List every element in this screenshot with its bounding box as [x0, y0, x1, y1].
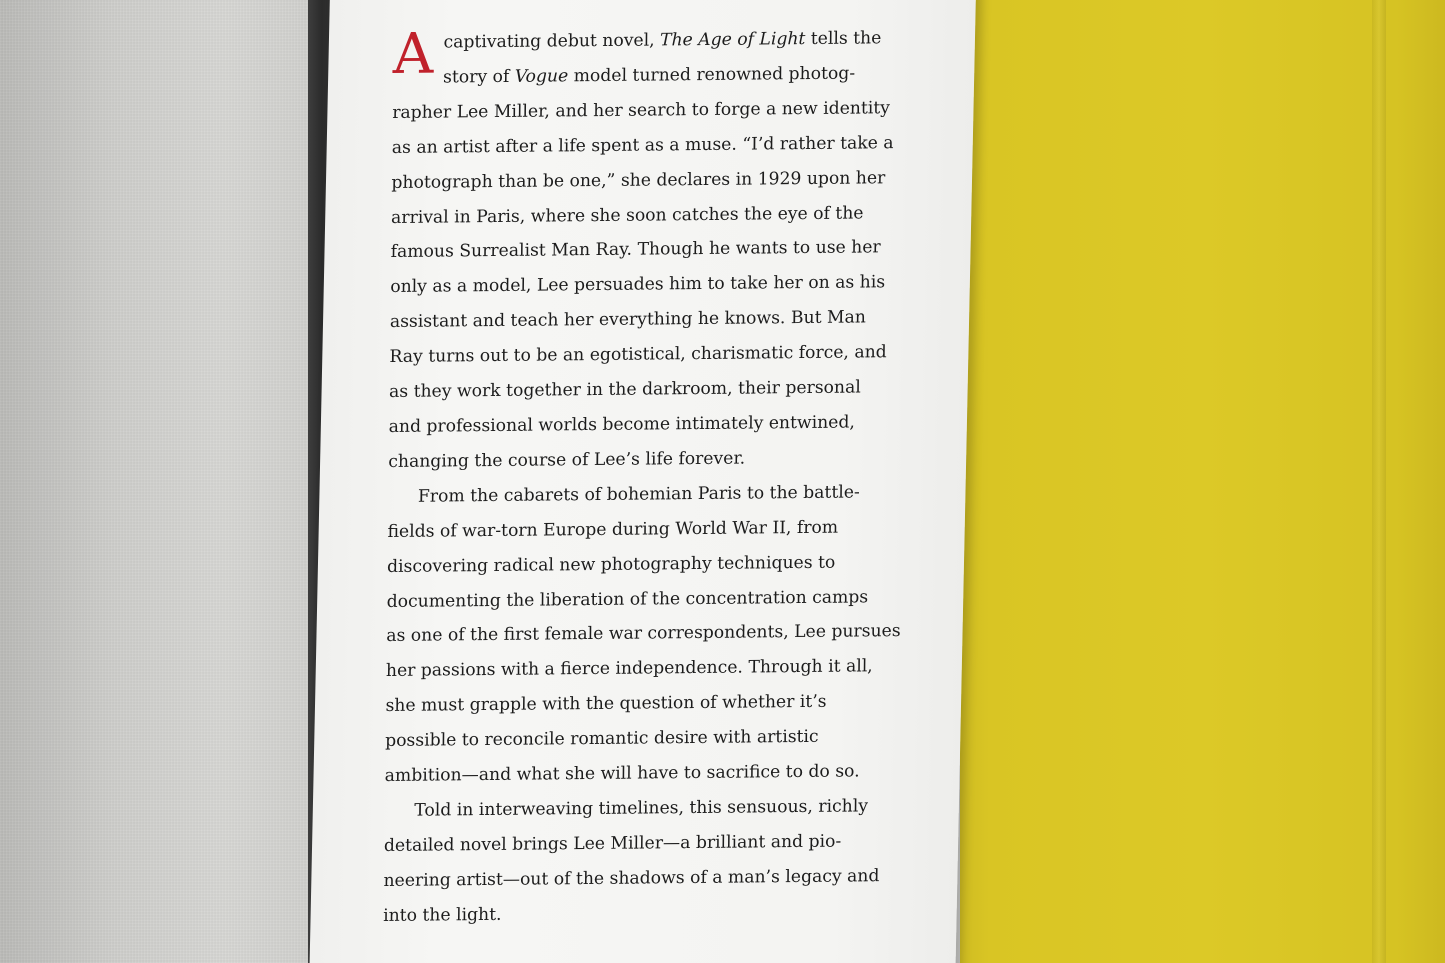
paragraph-3	[383, 789, 925, 934]
text-line: neering artist—out of the shadows of a man’s legacy and	[383, 865, 880, 891]
text-line: captivating debut novel, The Age of Light tells the	[443, 28, 882, 53]
text-line: famous Surrealist Man Ray. Though he wants to use her	[390, 237, 881, 263]
text-line: documenting the liberation of the concentration camps	[386, 586, 869, 612]
text-line: her passions with a fierce independence. Through it all,	[385, 656, 873, 682]
grey-book-cover	[0, 0, 322, 963]
text-line: as they work together in the darkroom, their personal	[388, 377, 861, 403]
text-line: into the light.	[383, 904, 502, 926]
text-line: From the cabarets of bohemian Paris to the battle-	[417, 482, 860, 507]
text-line: story of Vogue model turned renowned photog-	[443, 63, 856, 88]
text-line: and professional worlds become intimately entwined,	[388, 412, 856, 437]
text-line: changing the course of Lee’s life forever.	[388, 448, 746, 472]
text-line: arrival in Paris, where she soon catches the eye of the	[390, 202, 864, 228]
text-line: only as a model, Lee persuades him to take her on as his	[390, 272, 886, 298]
text-line: detailed novel brings Lee Miller—a brilliant and pio-	[383, 831, 842, 856]
yellow-cover-edge	[1372, 0, 1386, 963]
text-line: photograph than be one,” she declares in 1929 upon her	[391, 167, 886, 193]
text-line: discovering radical new photography techniques to	[386, 552, 836, 577]
paragraph-2	[385, 475, 929, 794]
text-line: Ray turns out to be an egotistical, charismatic force, and	[389, 342, 887, 368]
text-line: as an artist after a life spent as a muse. “I’d rather take a	[391, 132, 894, 158]
drop-cap: A	[392, 21, 434, 87]
paragraph-1	[388, 21, 933, 480]
dust-jacket-flap	[309, 0, 976, 963]
text-line: she must grapple with the question of whether it’s	[385, 691, 827, 717]
flap-text	[383, 21, 933, 934]
text-line: assistant and teach her everything he knows. But Man	[389, 307, 867, 333]
text-line: Told in interweaving timelines, this sensuous, richly	[414, 796, 869, 821]
text-line: rapher Lee Miller, and her search to forge a new identity	[392, 98, 891, 123]
text-line: possible to reconcile romantic desire with artistic	[385, 726, 819, 752]
text-line: as one of the first female war correspondents, Lee pursues	[386, 621, 901, 647]
text-line: ambition—and what she will have to sacrifice to do so.	[384, 761, 860, 786]
text-line: fields of war-torn Europe during World War II, from	[387, 517, 839, 542]
